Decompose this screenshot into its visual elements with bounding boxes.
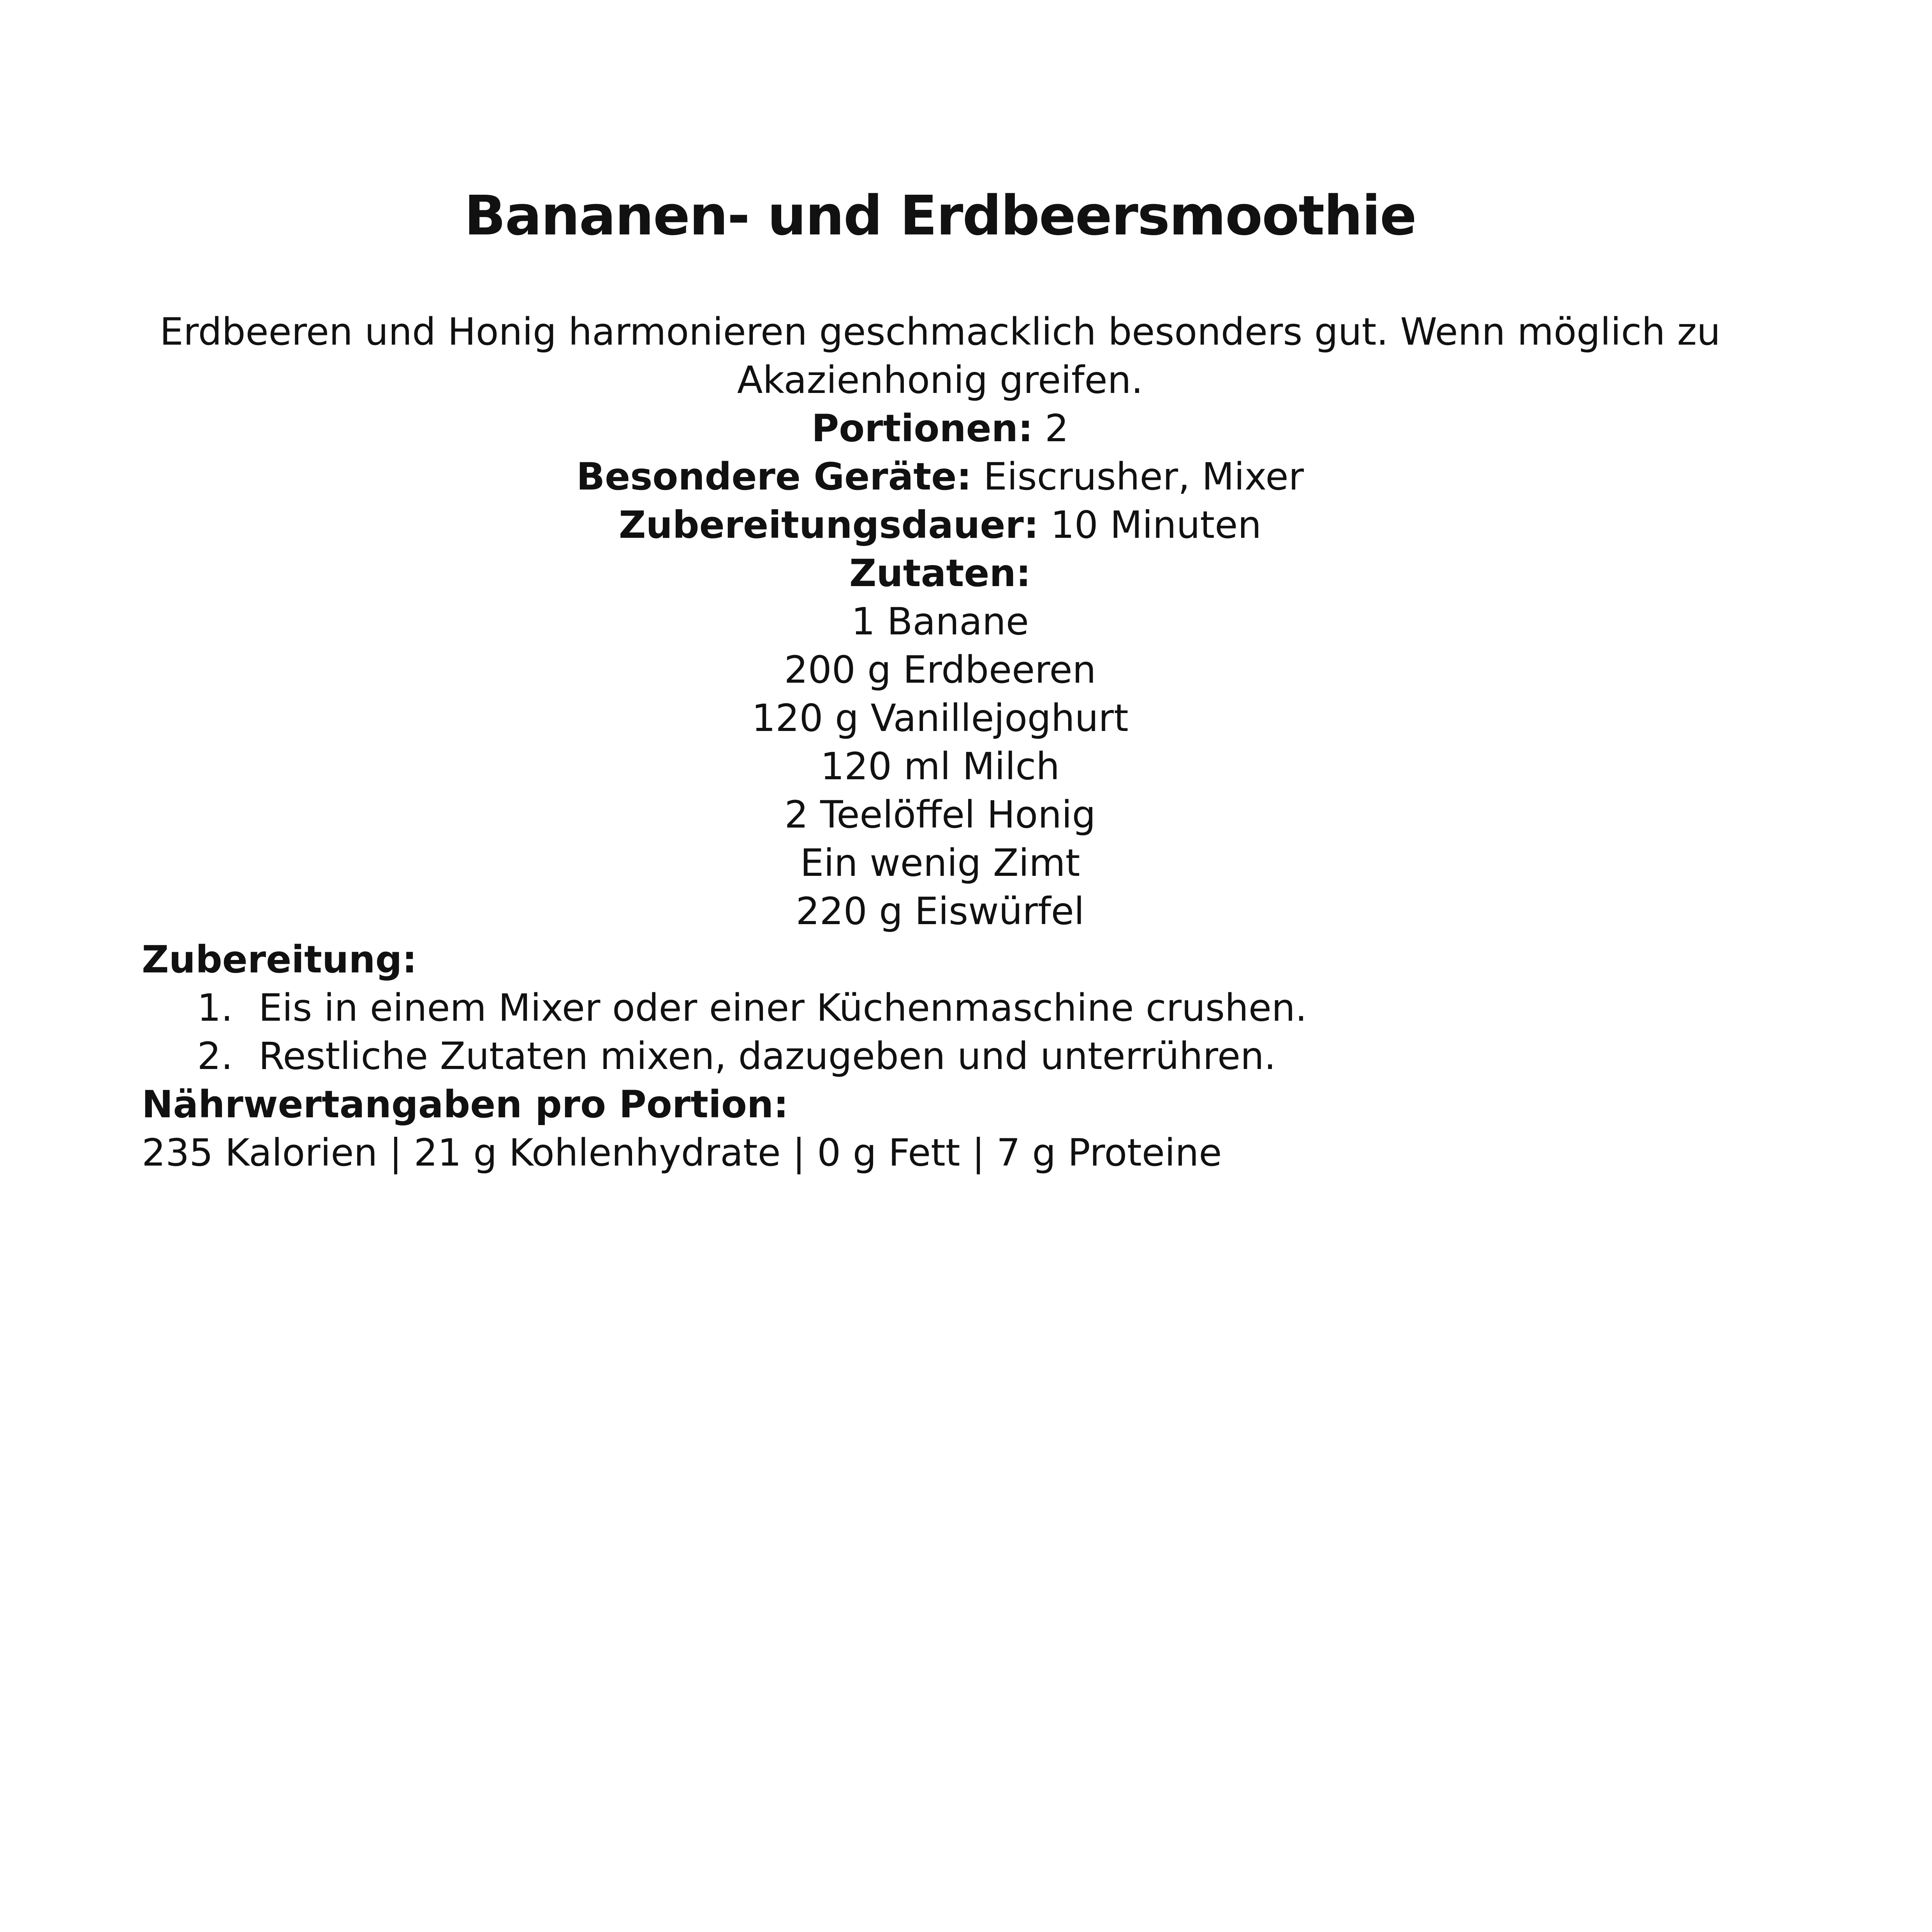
ingredient-item: 220 g Eiswürfel	[796, 889, 1085, 933]
ingredient-item: 120 ml Milch	[820, 745, 1060, 788]
equipment-value: Eiscrusher, Mixer	[983, 455, 1304, 498]
step-item	[142, 984, 1738, 1032]
nutrition-value: 235 Kalorien | 21 g Kohlenhydrate | 0 g Fett | 7 g Proteine	[142, 1131, 1222, 1175]
servings-value: 2	[1045, 407, 1069, 450]
equipment-line	[142, 453, 1738, 501]
recipe-page	[142, 183, 1738, 1177]
step-item	[142, 1032, 1738, 1080]
equipment-label: Besondere Geräte:	[576, 455, 972, 498]
step-text: Restliche Zutaten mixen, dazugeben und unterrühren.	[259, 1034, 1276, 1078]
step-number: 2.	[197, 1034, 233, 1078]
duration-label: Zubereitungsdauer:	[618, 503, 1039, 547]
servings-line	[142, 404, 1738, 453]
preparation-steps	[142, 984, 1738, 1080]
step-text: Eis in einem Mixer oder einer Küchenmaschine crushen.	[259, 986, 1307, 1030]
ingredient-list	[142, 597, 1738, 935]
duration-value: 10 Minuten	[1050, 503, 1262, 547]
ingredient-item: 200 g Erdbeeren	[784, 648, 1096, 692]
recipe-title: Bananen- und Erdbeersmoothie	[464, 184, 1416, 248]
recipe-meta	[142, 308, 1738, 935]
servings-label: Portionen:	[811, 407, 1033, 450]
ingredient-item: 120 g Vanillejoghurt	[752, 696, 1129, 740]
recipe-intro: Erdbeeren und Honig harmonieren geschmacklich besonders gut. Wenn möglich zu Akazienhonig greifen.	[160, 310, 1721, 402]
step-number: 1.	[197, 986, 233, 1030]
ingredient-item: 2 Teelöffel Honig	[784, 793, 1096, 837]
ingredient-item: 1 Banane	[851, 600, 1029, 643]
duration-line	[142, 501, 1738, 549]
ingredients-label: Zutaten:	[849, 551, 1031, 595]
ingredient-item: Ein wenig Zimt	[800, 841, 1080, 885]
nutrition-label: Nährwertangaben pro Portion:	[142, 1083, 789, 1126]
preparation-label: Zubereitung:	[142, 938, 417, 981]
